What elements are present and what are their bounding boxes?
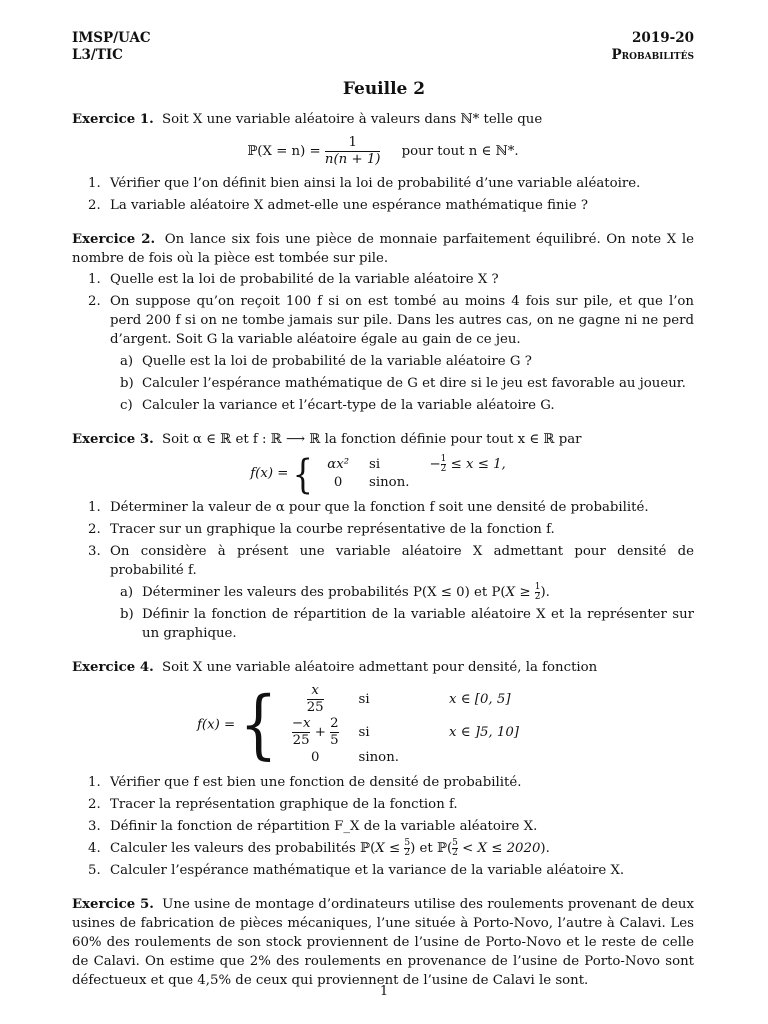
question-text: On suppose qu’on reçoit 100 f si on est tombé au moins 4 fois sur pile, et que l’on perd 200 f si on ne tombe jamais sur pile. Dans les autres cas, on ne gagne ni ne perd d’argent. Soit G la variable aléatoire égale au gain de ce jeu. (110, 294, 694, 347)
formula-lhs: f(x) = (196, 717, 236, 733)
page-title: Feuille 2 (342, 79, 426, 99)
institution: IMSP/UAC (72, 30, 151, 46)
fraction (307, 683, 324, 716)
fraction (292, 716, 311, 749)
exercise-5 (72, 895, 694, 990)
case-word: si (358, 724, 370, 740)
fraction (452, 839, 458, 858)
question-list (72, 174, 694, 215)
list-item: 3. Définir la fonction de répartition F_X de la variable aléatoire X. (88, 819, 538, 834)
list-item: 2. On suppose qu’on reçoit 100 f si on est tombé au moins 4 fois sur pile, et que l’on perd 200 f si on ne tombe jamais sur pile. Dans les autres cas, on ne gagne ni ne perd d’argent. Soit G la variable aléatoire égale au gain de ce jeu. (88, 294, 694, 347)
exercise-list (72, 110, 694, 990)
exercise-label: Exercice 3. (72, 432, 154, 447)
list-item: b) Définir la fonction de répartition de la variable aléatoire X et la représenter sur un graphique. (120, 607, 694, 641)
exercise-intro: Soit α ∈ ℝ et f : ℝ ⟶ ℝ la fonction définie pour tout x ∈ ℝ par (161, 432, 582, 447)
piecewise-table (317, 455, 516, 492)
fraction (441, 455, 447, 474)
header-right (612, 30, 694, 64)
case-word: sinon. (358, 750, 399, 765)
exercise-1 (72, 110, 694, 129)
fraction-num: x (311, 683, 319, 698)
case-word: si (358, 691, 370, 707)
question-list (72, 498, 694, 580)
exercise-2 (72, 230, 694, 268)
list-item: 1. Vérifier que l’on définit bien ainsi la loi de probabilité d’une variable aléatoire. (88, 176, 641, 191)
prob-inner: X ≤ (375, 841, 401, 856)
question-text: Tracer la représentation graphique de la fonction f. (110, 797, 458, 812)
list-item: 1. Vérifier que f est bien une fonction de densité de probabilité. (88, 775, 522, 790)
question-text: On considère à présent une variable aléatoire X admettant pour densité de probabilité f. (110, 544, 694, 578)
fraction-num: 1 (534, 582, 541, 592)
question-text: Définir la fonction de répartition F_X de la variable aléatoire X. (110, 819, 538, 834)
case-cond: x ∈ [0, 5] (448, 691, 511, 707)
question-text: Quelle est la loi de probabilité de la variable aléatoire X ? (110, 272, 499, 287)
list-item: 2. La variable aléatoire X admet-elle une espérance mathématique finie ? (88, 198, 588, 213)
case-word: si (369, 456, 381, 472)
question-list (72, 773, 694, 880)
question-list (72, 270, 694, 349)
fraction-num: 1 (440, 454, 447, 464)
list-item: c) Calculer la variance et l’écart-type de la variable aléatoire G. (120, 398, 555, 413)
fraction-num: 5 (452, 838, 458, 848)
list-item: 4. Calculer les valeurs des probabilités ℙ(X ≤ $\frac{5}{2}$ ) et ℙ( $\frac{5}{2}$ < X ≤ 2020). (88, 838, 550, 858)
question-text: Calculer les valeurs des probabilités ℙ (110, 841, 371, 856)
fraction-den: 25 (306, 700, 324, 715)
list-item: 3. On considère à présent une variable aléatoire X admettant pour densité de probabilité f. (88, 544, 694, 578)
case-expr: 0 (333, 475, 343, 490)
list-item: b) Calculer l’espérance mathématique de G et dire si le jeu est favorable au joueur. (120, 376, 686, 391)
case-expr: 0 (310, 750, 320, 765)
fraction (325, 135, 381, 168)
list-item: 2. Tracer la représentation graphique de la fonction f. (88, 797, 458, 812)
formula-ex1 (72, 135, 694, 168)
list-item: 1. Quelle est la loi de probabilité de la variable aléatoire X ? (88, 272, 499, 287)
subquestion-list (72, 352, 694, 415)
conjunction: et ℙ (419, 841, 447, 856)
fraction-num: 1 (348, 135, 357, 150)
prob-inner: X ≥ (505, 585, 531, 600)
exercise-intro: Soit X une variable aléatoire admettant pour densité, la fonction (161, 660, 598, 675)
question-text: La variable aléatoire X admet-elle une espérance mathématique finie ? (110, 198, 588, 213)
fraction-num: −x (291, 716, 311, 731)
fraction-den: 5 (330, 733, 339, 748)
question-text: Vérifier que l’on définit bien ainsi la loi de probabilité d’une variable aléatoire. (110, 176, 641, 191)
course-name: Probabilités (611, 47, 694, 63)
minus-sign: − (429, 457, 441, 472)
exercise-4 (72, 658, 694, 677)
fraction (330, 716, 338, 749)
question-text: Calculer l’espérance mathématique de G et dire si le jeu est favorable au joueur. (142, 376, 686, 391)
question-text: Déterminer la valeur de α pour que la fonction f soit une densité de probabilité. (110, 500, 649, 515)
formula-ex3 (72, 449, 694, 498)
prob-inner: < X ≤ 2020 (462, 841, 541, 856)
case-word: sinon. (369, 475, 410, 490)
left-brace: { (239, 681, 278, 769)
question-text: Quelle est la loi de probabilité de la variable aléatoire G ? (142, 354, 532, 369)
question-text: Tracer sur un graphique la courbe représentative de la fonction f. (110, 522, 555, 537)
formula-lhs: ℙ(X = n) = (247, 144, 321, 159)
exercise-intro: On lance six fois une pièce de monnaie parfaitement équilibré. On note X le nombre de fois où la pièce est tombée sur pile. (72, 232, 694, 266)
fraction-den: 2 (452, 848, 458, 858)
exercise-label: Exercice 2. (72, 232, 156, 247)
fraction-den: 2 (440, 464, 447, 474)
fraction-num: 2 (330, 716, 339, 731)
academic-year: 2019-20 (632, 30, 694, 46)
exercise-3 (72, 430, 694, 449)
piecewise-table (282, 683, 529, 767)
exercise-label: Exercice 5. (72, 897, 154, 912)
period: . (545, 841, 550, 856)
question-text: Définir la fonction de répartition de la variable aléatoire X et la représenter sur un graphique. (142, 607, 694, 641)
list-item: 1. Déterminer la valeur de α pour que la fonction f soit une densité de probabilité. (88, 500, 649, 515)
exercise-label: Exercice 1. (72, 112, 154, 127)
fraction-den: n(n + 1) (324, 152, 381, 167)
exercise-label: Exercice 4. (72, 660, 154, 675)
fraction-den: 2 (404, 848, 411, 858)
question-text: Calculer la variance et l’écart-type de la variable aléatoire G. (142, 398, 555, 413)
page-number: 1 (379, 984, 389, 999)
period: . (545, 585, 550, 600)
list-item: 5. Calculer l’espérance mathématique et la variance de la variable aléatoire X. (88, 863, 625, 878)
fraction-num: 5 (404, 838, 411, 848)
fraction-den: 25 (292, 733, 310, 748)
class-level: L3/TIC (72, 47, 123, 63)
list-item: a) Déterminer les valeurs des probabilités P(X ≤ 0) et P(X ≥ $\frac{1}{2}$ ). (120, 582, 550, 602)
fraction-den: 2 (534, 592, 541, 602)
formula-rhs: pour tout n ∈ ℕ*. (401, 144, 519, 159)
subquestion-list (72, 583, 694, 643)
formula-lhs: f(x) = (250, 466, 289, 481)
case-cond: x ∈ ]5, 10] (448, 724, 519, 740)
plus-sign: + (314, 725, 326, 740)
cond-tail: ≤ x ≤ 1, (450, 457, 506, 472)
question-text: Déterminer les valeurs des probabilités P(X ≤ 0) et P (142, 585, 501, 600)
formula-ex4 (32, 683, 694, 767)
case-cond (419, 455, 515, 474)
exercise-intro: Soit X une variable aléatoire à valeurs dans ℕ* telle que (161, 112, 543, 127)
case-expr: αx² (327, 456, 350, 472)
question-text: Calculer l’espérance mathématique et la variance de la variable aléatoire X. (110, 863, 625, 878)
list-item: 2. Tracer sur un graphique la courbe représentative de la fonction f. (88, 522, 555, 537)
header-left (72, 30, 151, 64)
question-text: Vérifier que f est bien une fonction de densité de probabilité. (110, 775, 522, 790)
exercise-text: Une usine de montage d’ordinateurs utilise des roulements provenant de deux usines de fabrication de pièces mécaniques, l’une située à Porto-Novo, l’autre à Calavi. Les 60% des roulements de son stock proviennent de l’usine de Porto-Novo et le reste de celle de Calavi. On estime que 2% des roulements en provenance de l’usine de Porto-Novo sont défectueux et que 4,5% de ceux qui proviennent de l’usine de Calavi le sont. (72, 897, 694, 988)
left-brace: { (292, 449, 313, 498)
list-item: a) Quelle est la loi de probabilité de la variable aléatoire G ? (120, 354, 532, 369)
